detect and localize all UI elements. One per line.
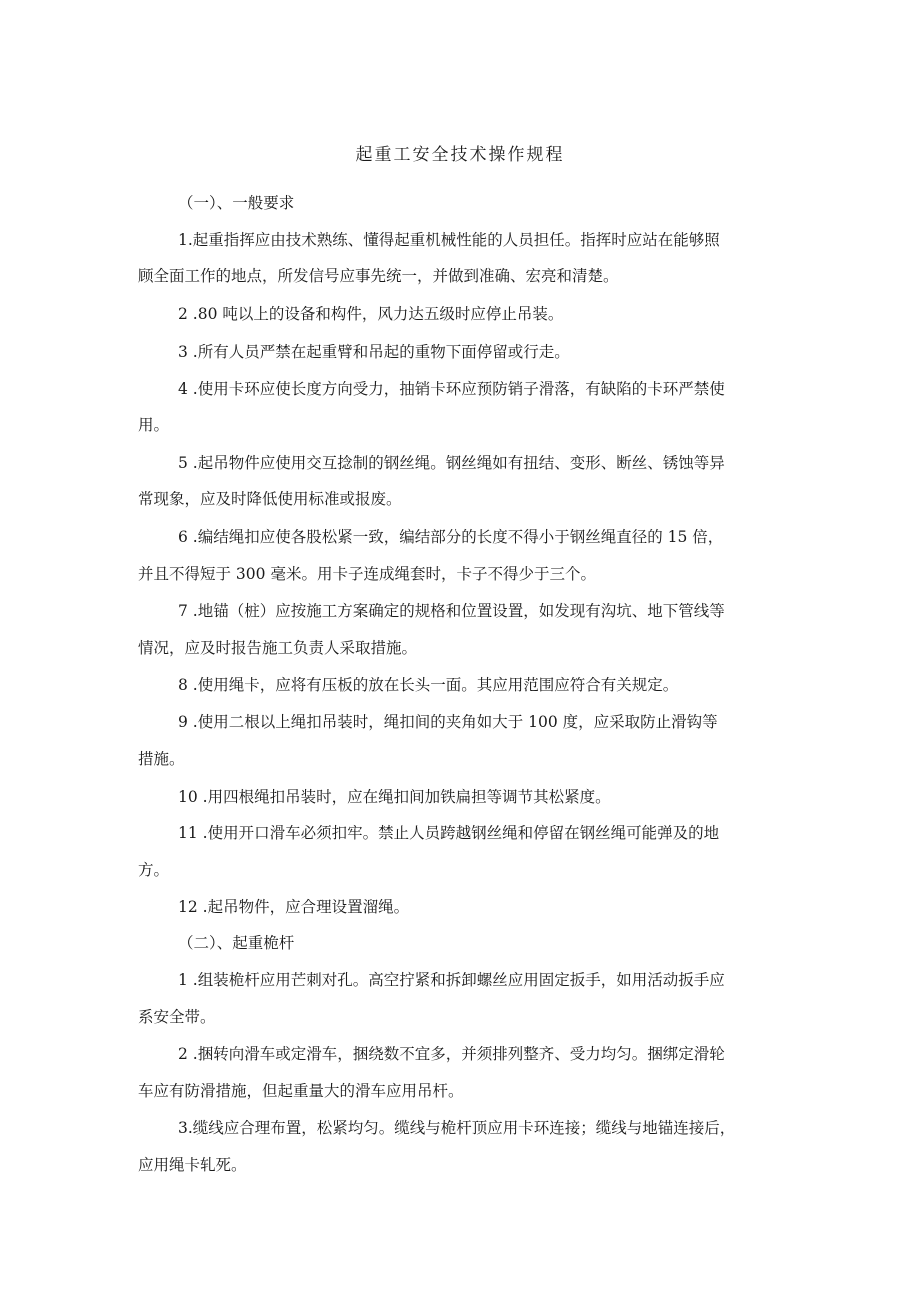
paragraph-line: 措施。 — [138, 750, 185, 768]
paragraph-line: 1.起重指挥应由技术熟练、懂得起重机械性能的人员担任。指挥时应站在能够照 — [178, 231, 720, 249]
paragraph-line: 7 .地锚（桩）应按施工方案确定的规格和位置设置，如发现有沟坑、地下管线等 — [178, 602, 725, 620]
paragraph-line: 应用绳卡轧死。 — [138, 1156, 247, 1174]
paragraph-line: 车应有防滑措施，但起重量大的滑车应用吊杆。 — [138, 1082, 464, 1100]
paragraph-line: 9 .使用二根以上绳扣吊装时，绳扣间的夹角如大于 100 度，应采取防止滑钩等 — [178, 713, 718, 731]
paragraph-line: 系安全带。 — [138, 1008, 216, 1026]
paragraph-line: 2 .80 吨以上的设备和构件，风力达五级时应停止吊装。 — [178, 305, 564, 323]
paragraph-line: 10 .用四根绳扣吊装时，应在绳扣间加铁扁担等调节其松紧度。 — [178, 788, 611, 806]
paragraph-line: 并且不得短于 300 毫米。用卡子连成绳套时，卡子不得少于三个。 — [138, 565, 596, 583]
section-heading-general: （一）、一般要求 — [178, 194, 295, 212]
paragraph-line: 4 .使用卡环应使长度方向受力，抽销卡环应预防销子滑落，有缺陷的卡环严禁使 — [178, 380, 725, 398]
paragraph-line: 11 .使用开口滑车必须扣牢。禁止人员跨越钢丝绳和停留在钢丝绳可能弹及的地 — [178, 824, 720, 842]
paragraph-line: 3.缆线应合理布置，松紧均匀。缆线与桅杆顶应用卡环连接；缆线与地锚连接后， — [178, 1119, 736, 1137]
page-title: 起重工安全技术操作规程 — [355, 145, 565, 165]
paragraph-line: 1 .组装桅杆应用芒刺对孔。高空拧紧和拆卸螺丝应用固定扳手，如用活动扳手应 — [178, 971, 725, 989]
paragraph-line: 用。 — [138, 416, 170, 434]
paragraph-line: 2 .捆转向滑车或定滑车，捆绕数不宜多，并须排列整齐、受力均匀。捆绑定滑轮 — [178, 1045, 725, 1063]
paragraph-line: 6 .编结绳扣应使各股松紧一致，编结部分的长度不得小于钢丝绳直径的 15 倍， — [178, 528, 724, 546]
paragraph-line: 顾全面工作的地点，所发信号应事先统一，并做到准确、宏亮和清楚。 — [138, 267, 619, 285]
section-heading-mast: （二）、起重桅杆 — [178, 934, 295, 952]
paragraph-line: 方。 — [138, 861, 170, 879]
paragraph-line: 5 .起吊物件应使用交互捻制的钢丝绳。钢丝绳如有扭结、变形、断丝、锈蚀等异 — [178, 454, 725, 472]
paragraph-line: 8 .使用绳卡，应将有压板的放在长头一面。其应用范围应符合有关规定。 — [178, 676, 679, 694]
paragraph-line: 12 .起吊物件，应合理设置溜绳。 — [178, 898, 410, 916]
paragraph-line: 情况，应及时报告施工负责人采取措施。 — [138, 639, 418, 657]
paragraph-line: 3 .所有人员严禁在起重臂和吊起的重物下面停留或行走。 — [178, 343, 570, 361]
paragraph-line: 常现象，应及时降低使用标准或报废。 — [138, 490, 402, 508]
